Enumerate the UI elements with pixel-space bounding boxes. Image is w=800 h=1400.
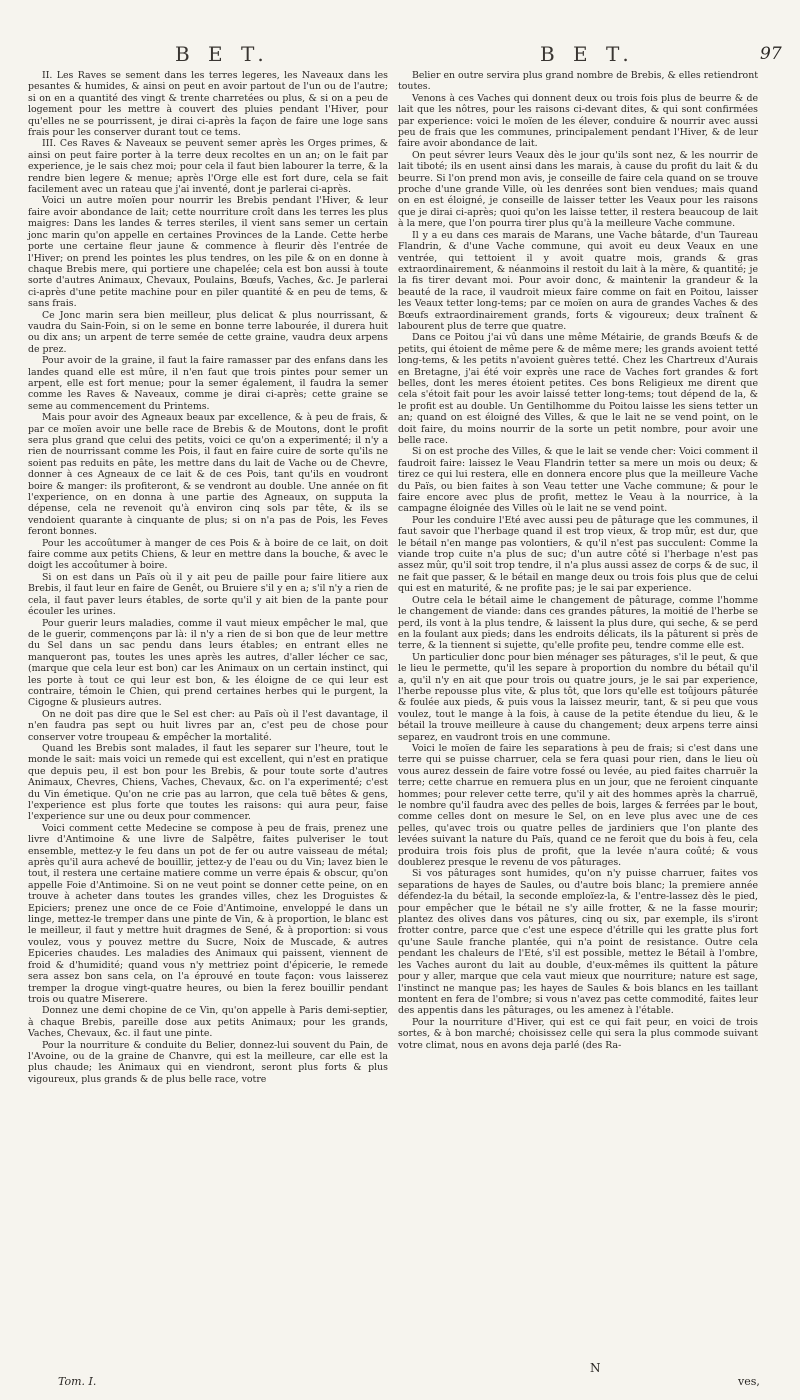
paragraph: Ce Jonc marin sera bien meilleur, plus delicat & plus nourrissant, & vaudra du Sain-Foin, si on le seme en bonne terre labourée, il durera huit ou dix ans; un arpent de terre semée de cette graine, vaudra deux arpens de prez. bbox=[28, 309, 388, 355]
paragraph: Pour la nourriture d'Hiver, qui est ce qui fait peur, en voici de trois sortes, & à bon marché; choisissez celle qui sera la plus commode suivant votre climat, nous en avons deja parlé (des Ra- bbox=[398, 1016, 758, 1051]
running-head-left: B E T. bbox=[175, 42, 270, 66]
paragraph: On peut sévrer leurs Veaux dès le jour qu'ils sont nez, & les nourrir de lait tiboté; ils en usent ainsi dans les marais, à cause du profit du lait & du beurre. Si l'on prend mon avis, je conseille de faire cela quand on se trouve proche d'une grande Ville, où les denrées sont bien vendues; mais quand on en est éloigné, je conseille de laisser tetter les Veaux pour les raisons que je dirai ci-après; quoi qu'on les laisse tetter, il restera beaucoup de lait à la mere, que l'on pourra tirer plus qu'à la meilleure Vache commune. bbox=[398, 149, 758, 230]
paragraph: Si on est dans un Païs où il y ait peu de paille pour faire litiere aux Brebis, il faut leur en faire de Genêt, ou Bruiere s'il y en a; s'il n'y a rien de cela, il faut paver leurs étables, de sorte qu'il y ait bien de la pante pour écouler les urines. bbox=[28, 571, 388, 618]
paragraph: Voici le moïen de faire les separations à peu de frais; si c'est dans une terre qui se puisse charruer, cela se fera quasi pour rien, dans le lieu où vous aurez dessein de faire votre fossé ou levée, au pied faites charruër la terre; cette charrue en remuera plus en un jour, que ne feroient cinquante hommes; pour relever cette terre, qu'il y ait des hommes après la charruë, le nombre qu'il faudra avec des pelles de bois, larges & ferrées par le bout, comme celles dont on mesure le Sel, on en leve plus avec une de ces pelles, qu'avec trois ou quatre pelles de jardiniers que l'on plante des levées suivant la nature du Païs, quand ce ne feroit que du bois à feu, cela produira trois fois plus de profit, que la levée n'aura coûté; & vous doublerez presque le revenu de vos pâturages. bbox=[398, 742, 758, 869]
paragraph: Donnez une demi chopine de ce Vin, qu'on appelle à Paris demi-septier, à chaque Brebis, pareille dose aux petits Animaux; pour les grands, Vaches, Chevaux, &c. il faut une pinte. bbox=[28, 1005, 388, 1040]
paragraph: Pour les accoûtumer à manger de ces Pois & à boire de ce lait, on doit faire comme aux petits Chiens, & leur en mettre dans la bouche, & avec le doigt les accoûtumer à boire. bbox=[28, 537, 388, 572]
running-head-right: B E T. bbox=[540, 42, 635, 66]
right-text-column bbox=[398, 70, 758, 1051]
paragraph: Pour guerir leurs maladies, comme il vaut mieux empêcher le mal, que de le guerir, commençons par là: il n'y a rien de si bon que de leur mettre du Sel dans un sac pendu dans leurs étables; en entrant elles ne manqueront pas, toutes les unes après les autres, d'aller lécher ce sac, (marque que cela leur est bon) car les Animaux on un certain instinct, qui les porte à tout ce qui leur est bon, & les éloigne de ce qui leur est contraire, témoin le Chien, qui prend certaines herbes qui le purgent, la Cigogne & plusieurs autres. bbox=[28, 617, 388, 709]
paragraph: Quand les Brebis sont malades, il faut les separer sur l'heure, tout le monde le sait: mais voici un remede qui est excellent, qui n'est en pratique que depuis peu, il est bon pour les Brebis, & pour toute sorte d'autres Animaux, Chevres, Chiens, Vaches, Chevaux, &c. on l'a experimenté; c'est du Vin émetique. Qu'on ne crie pas au larron, que cela tuë bêtes & gens, l'experience est plus forte que toutes les raisons: qui aura peur, faise l'experience sur une ou deux pour commencer. bbox=[28, 742, 388, 823]
paragraph: Il y a eu dans ces marais de Marans, une Vache bâtarde, d'un Taureau Flandrin, & d'une Vache commune, qui avoit eu deux Veaux en une ventrée, qui tettoient il y avoit quatre mois, grands & gras extraordinairement, & néanmoins il restoit du lait à la mère, & quantité; je la fis tirer devant moi. Pour avoir donc, & maintenir la grandeur & la beauté de la race, il vaudroit mieux faire comme on fait en Poitou, laisser les Veaux tetter long-tems; par ce moïen on aura de grandes Vaches & des Bœufs extraordinairement grands, forts & vigoureux; deux traînent & labourent plus de terre que quatre. bbox=[398, 229, 758, 332]
paragraph: Si vos pâturages sont humides, qu'on n'y puisse charruer, faites vos separations de hayes de Saules, ou d'autre bois blanc; la premiere année défendez-la du bétail, la seconde emploïez-la, & l'entre-lassez dès le pied, pour empêcher que le bétail ne s'y aille frotter, & ne la fasse mourir; plantez des olives dans vos pâtures, cinq ou six, par exemple, ils s'iront frotter contre, parce que c'est une espece d'étrille qui les gratte plus fort qu'une Saule franche plantée, qui n'a point de resistance. Outre cela pendant les chaleurs de l'Eté, s'il est possible, mettez le Bétail à l'ombre, les Vaches auront du lait au double, d'eux-mêmes ils quittent la pâture pour y aller, marque que cela vaut mieux que nourriture; nature est sage, l'instinct ne manque pas; les hayes de Saules & bois blancs en les taillant montent en fera de l'ombre; si vous n'avez pas cette commodité, faites leur des appentis dans les pâturages, ou les amenez à l'étable. bbox=[398, 868, 758, 1017]
paragraph: Pour la nourriture & conduite du Belier, donnez-lui souvent du Pain, de l'Avoine, ou de la graine de Chanvre, qui est la meilleure, car elle est la plus chaude; les Animaux qui en viendront, seront plus forts & plus vigoureux, plus grands & de plus belle race, votre bbox=[28, 1039, 388, 1085]
paragraph: Pour avoir de la graine, il faut la faire ramasser par des enfans dans les landes quand elle est mûre, il n'en faut que trois pintes pour semer un arpent, elle est fort menue; pour la semer également, il faudra la semer comme les Raves & Naveaux, comme je dirai ci-après; cette graine se seme au commencement du Printems. bbox=[28, 355, 388, 412]
paragraph: III. Ces Raves & Naveaux se peuvent semer après les Orges primes, & ainsi on peut faire porter à la terre deux recoltes en un an; on le fait par experience, je le sais chez moi; pour cela il faut bien labourer la terre, & la rendre bien legere & menue; après l'Orge elle est fort dure, cela se fait facilement avec un rateau que j'ai inventé, dont je parlerai ci-après. bbox=[28, 138, 388, 196]
paragraph: Outre cela le bétail aime le changement de pâturage, comme l'homme le changement de viande: dans ces grandes pâtures, la moitié de l'herbe se perd, ils vont à la plus tendre, & laissent la plus dure, qui seche, & se perd en la foulant aux pieds; dans les endroits délicats, ils la pâturent si près de terre, & la tiennent si sujette, qu'elle profite peu, tendre comme elle est. bbox=[398, 594, 758, 652]
page-number: 97 bbox=[760, 44, 782, 64]
paragraph: Voici un autre moïen pour nourrir les Brebis pendant l'Hiver, & leur faire avoir abondance de lait; cette nourriture croît dans les terres les plus maigres: Dans les landes & terres steriles, il vient sans semer un certain jonc marin qu'on appelle en certaines Provinces de la Lande. Cette herbe porte une certaine fleur jaune & commence à fleurir dès l'entrée de l'Hiver; on prend les pointes les plus tendres, on les pile & on en donne à chaque Brebis mere, qui portiere une chapelée; cela est bon aussi à toute sorte d'autres Animaux, Chevaux, Poulains, Bœufs, Vaches, &c. Je parlerai ci-après d'une petite machine pour en piler quantité & en peu de tems, & sans frais. bbox=[28, 195, 388, 310]
paragraph: Pour les conduire l'Eté avec aussi peu de pâturage que les communes, il faut savoir que l'herbage quand il est trop vieux, & trop mûr, est dur, que le bétail n'en mange pas volontiers, & qu'il n'est pas succulent: Comme la viande trop cuite n'a plus de suc; d'un autre côté si l'herbage n'est pas assez mûr, qu'il soit trop tendre, il n'a plus aussi assez de corps & de suc, il ne fait que passer, & le bétail en mange deux ou trois fois plus que de celui qui est en maturité, & ne profite pas; je le sai par experience. bbox=[398, 514, 758, 595]
volume-marker: Tom. I. bbox=[58, 1375, 97, 1388]
paragraph: Venons à ces Vaches qui donnent deux ou trois fois plus de beurre & de lait que les nôtres, pour les raisons ci-devant dites, & qui sont confirmées par experience: voici le moïen de les élever, conduire & nourrir avec aussi peu de frais que les communes, principalement pendant l'Hiver, & de leur faire avoir abondance de lait. bbox=[398, 92, 758, 150]
paragraph: Dans ce Poitou j'ai vû dans une même Métairie, de grands Bœufs & de petits, qui étoient de même pere & de même mere; les grands avoient tetté long-tems, & les petits n'avoient guères tetté. Chez les Chartreux d'Aurais en Bretagne, j'ai été voir exprès une race de Vaches fort grandes & fort belles, dont les meres étoient petites. Ces bons Religieux me dirent que cela s'étoit fait pour les avoir laissé tetter long-tems; tout dépend de la, & le profit est au double. Un Gentilhomme du Poitou laisse les siens tetter un an; quand on est éloigné des Villes, & que le lait ne se vend point, on le doit faire, du moins nourrir de la sorte un petit nombre, pour avoir une belle race. bbox=[398, 332, 758, 446]
paragraph: Si on est proche des Villes, & que le lait se vende cher: Voici comment il faudroit faire: laissez le Veau Flandrin tetter sa mere un mois ou deux; & tirez ce qui lui restera, elle en donnera encore plus que la meilleure Vache du Païs, ou bien faites à son Veau tetter une Vache commune; & pour le faire encore avec plus de profit, mettez le Veau à la nourrice, à la campagne éloignée des Villes où le lait ne se vend point. bbox=[398, 446, 758, 515]
paragraph: II. Les Raves se sement dans les terres legeres, les Naveaux dans les pesantes & humides, & ainsi on peut en avoir partout de l'un ou de l'autre; si on en a quantité des vingt & trente charretées ou plus, & si on a peu de logement pour les mettre à couvert des pluies pendant l'Hiver, pour qu'elles ne se pourrissent, je dirai ci-après la façon de faire une loge sans frais pour les conserver durant tout ce tems. bbox=[28, 70, 388, 139]
paragraph: Mais pour avoir des Agneaux beaux par excellence, & à peu de frais, & par ce moïen avoir une belle race de Brebis & de Moutons, dont le profit sera plus grand que celui des petits, voici ce qu'on a experimenté; il n'y a rien de nourrissant comme les Pois, il faut en faire cuire de sorte qu'ils ne soient pas reduits en pâte, les mettre dans du lait de Vache ou de Chevre, donner à ces Agneaux de ce lait & de ces Pois, tant qu'ils en voudront boire & manger: ils profiteront, & se vendront au double. Une année on fit l'experience, on en donna à une partie des Agneaux, on supputa la dépense, cela ne revenoit qu'à environ cinq sols par tête, & ils se vendoient quarante à cinquante de plus; si on n'a pas de Pois, les Feves feront bonnes. bbox=[28, 412, 388, 538]
paragraph: Voici comment cette Medecine se compose à peu de frais, prenez une livre d'Antimoine & une livre de Salpêtre, faites pulveriser le tout ensemble, mettez-y le feu dans un pot de fer ou autre vaisseau de métal; après qu'il aura achevé de bouillir, jettez-y de l'eau ou du Vin; lavez bien le tout, il restera une certaine matiere comme un verre épais & obscur, qu'on appelle Foie d'Antimoine. Si on ne veut point se donner cette peine, on en trouve à acheter dans toutes les grandes villes, chez les Droguistes & Epiciers; prenez une once de ce Foie d'Antimoine, enveloppé le dans un linge, mettez-le tremper dans une pinte de Vin, & à proportion, le blanc est le meilleur, il faut y mettre huit dragmes de Sené, & à proportion: si vous voulez, vous y pouvez mettre du Sucre, Noix de Muscade, & autres Epiceries chaudes. Les maladies des Animaux qui paissent, viennent de froid & d'humidité; quand vous n'y mettriez point d'épicerie, le remede sera assez bon sans cela, on l'a éprouvé en toute façon: vous laisserez tremper la drogue vingt-quatre heures, ou bien la ferez bouillir pendant trois ou quatre Miserere. bbox=[28, 822, 388, 1005]
paragraph: Un particulier donc pour bien ménager ses pâturages, s'il le peut, & que le lieu le permette, qu'il les separe à proportion du nombre du bétail qu'il a, qu'il n'y en ait que pour trois ou quatre jours, je le sai par experience, l'herbe repousse plus vite, & plus tôt, que lors qu'elle est toûjours pâturée & foulée aux pieds, & puis vous la laissez meurir, tant, & si peu que vous voulez, tout le mange à la fois, à cause de la petite étendue du lieu, & le bétail la trouve meilleure à cause du changement; deux arpens terre ainsi separez, en vaudront trois en une commune. bbox=[398, 651, 758, 743]
signature-mark: N bbox=[590, 1361, 601, 1375]
left-text-column bbox=[28, 70, 388, 1085]
paragraph: On ne doit pas dire que le Sel est cher: au Païs où il l'est davantage, il n'en faudra pas sept ou huit livres par an, c'est peu de chose pour conserver votre troupeau & empêcher la mortalité. bbox=[28, 708, 388, 743]
paragraph: Belier en outre servira plus grand nombre de Brebis, & elles retiendront toutes. bbox=[398, 70, 758, 93]
catchword: ves, bbox=[738, 1375, 760, 1388]
